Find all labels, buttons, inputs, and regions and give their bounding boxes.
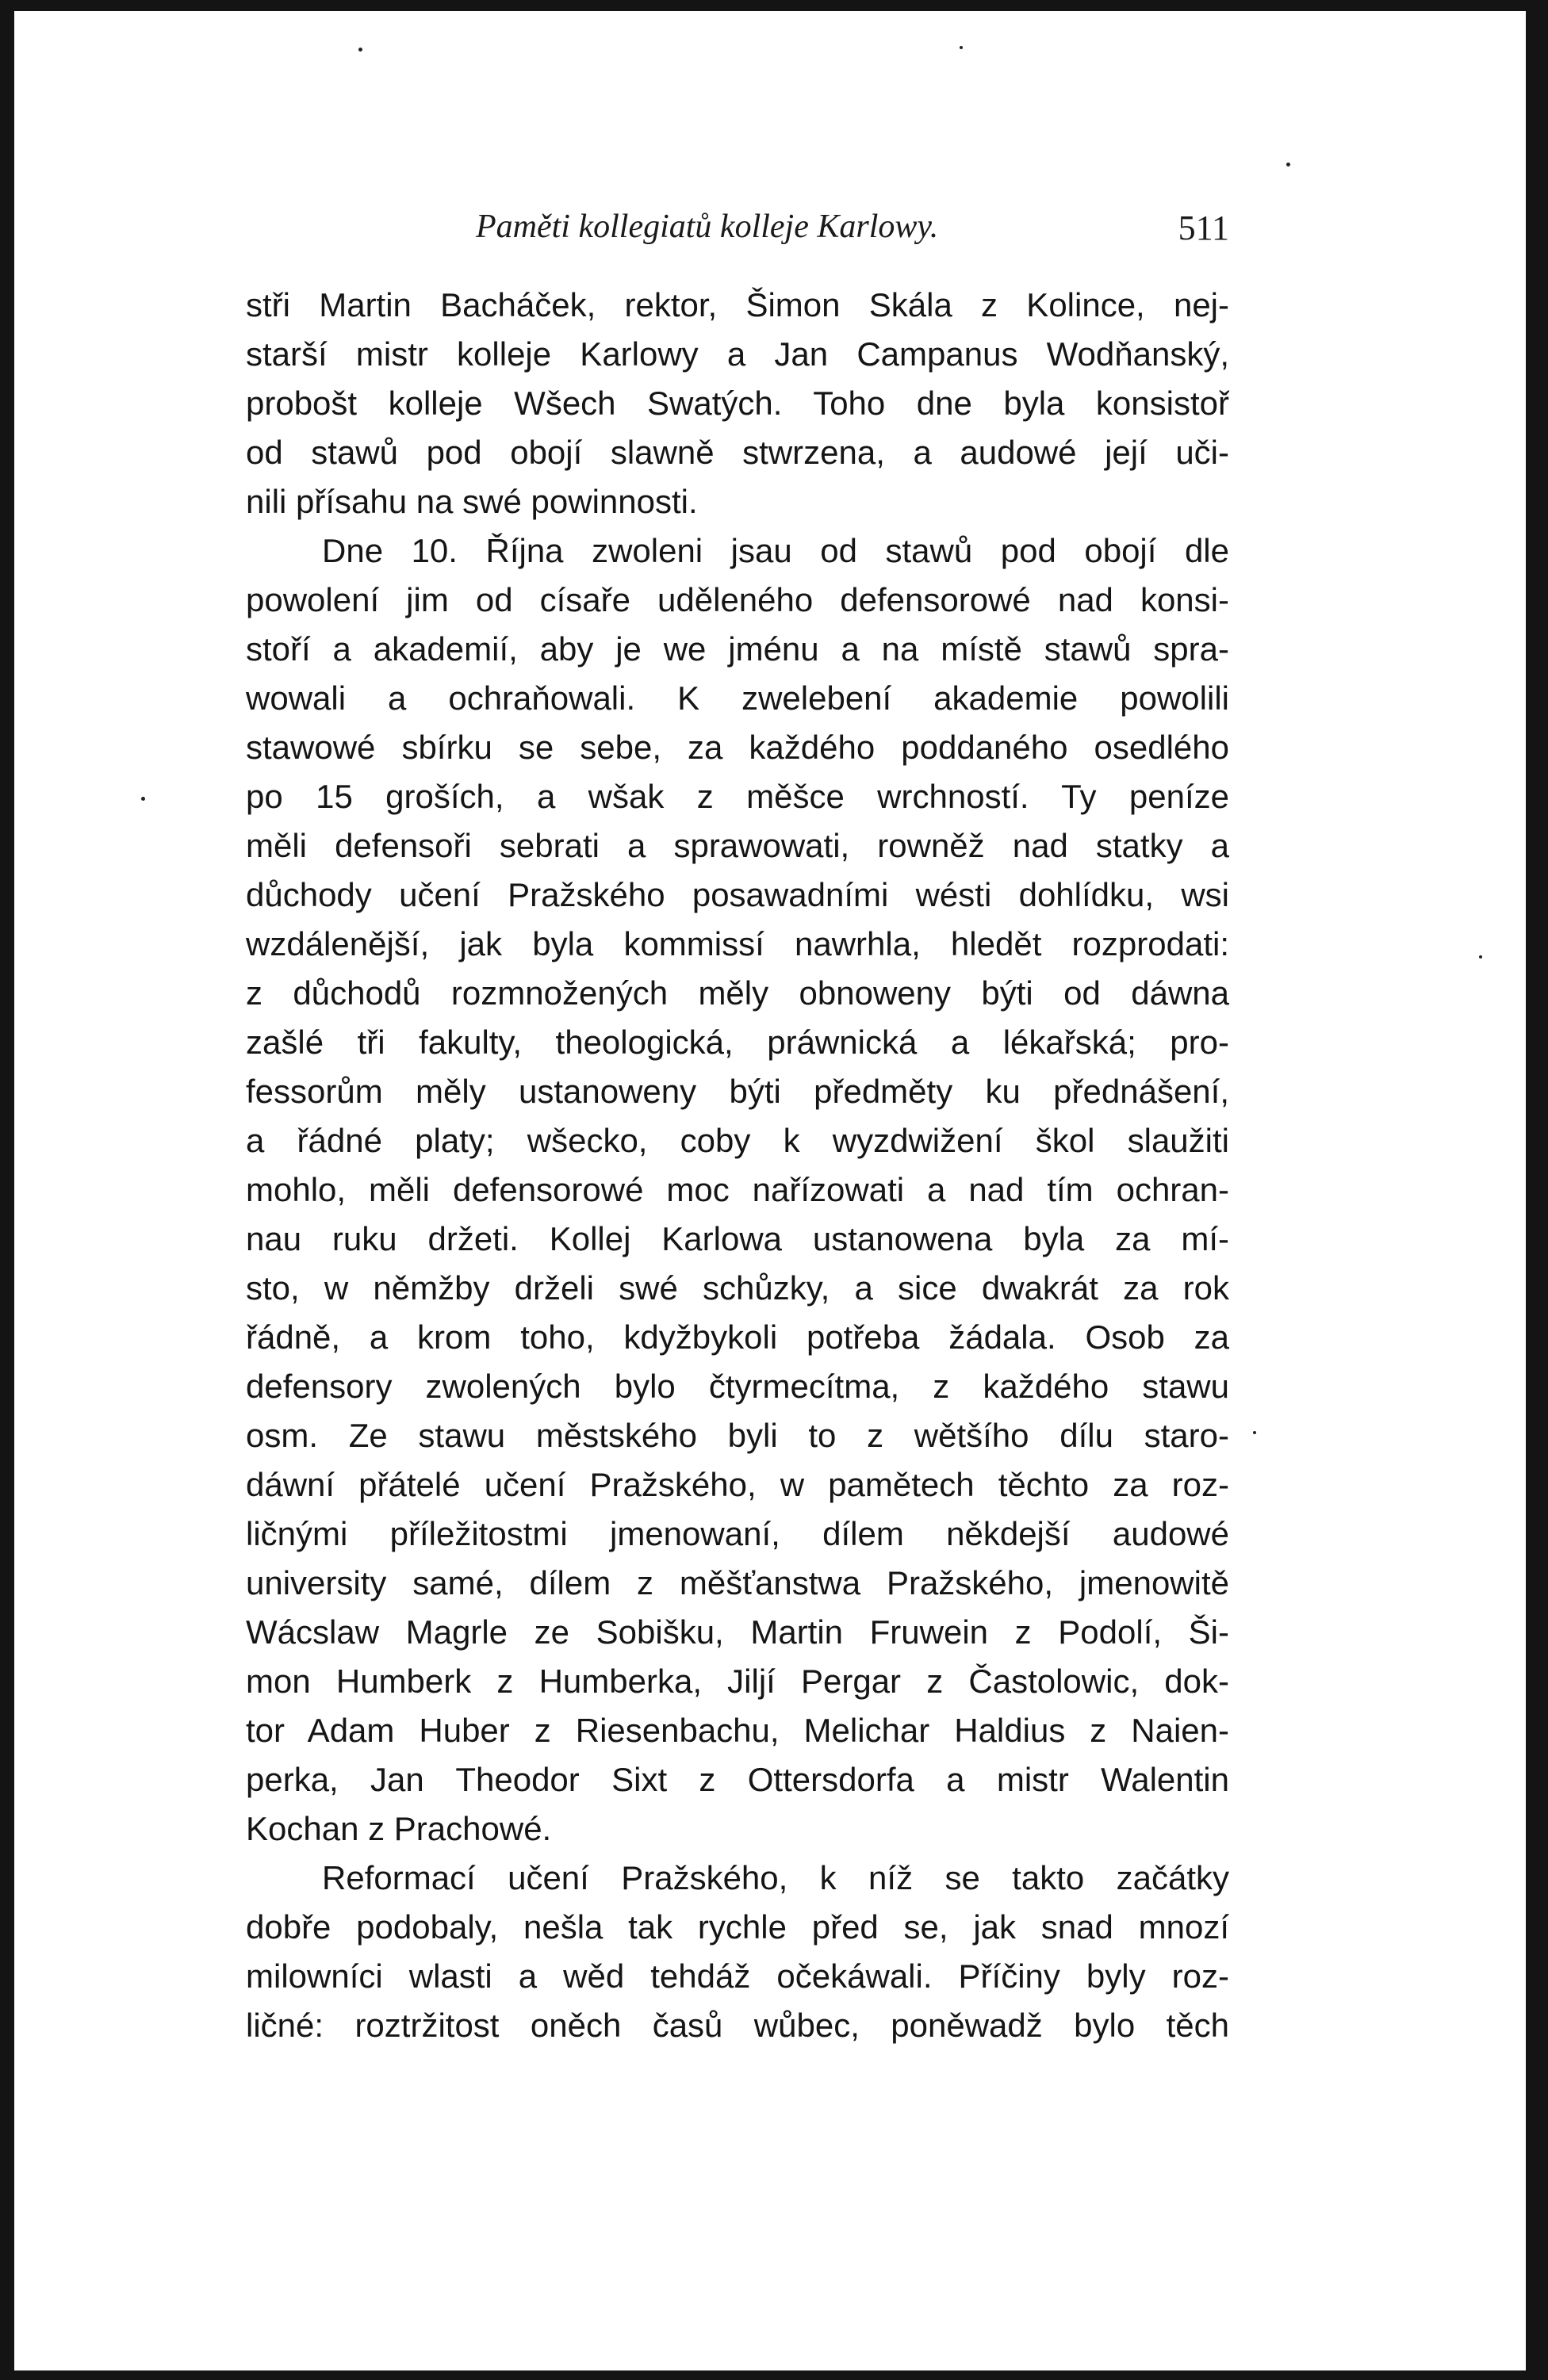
text-line: tor Adam Huber z Riesenbachu, Melichar Haldius z Naien- (246, 1712, 1229, 1749)
text-line: z důchodů rozmnožených měly obnoweny býti od dáwna (246, 974, 1229, 1012)
text-line: důchody učení Pražského posawadními wésti dohlídku, wsi (246, 876, 1229, 913)
scan-border-top (0, 0, 1548, 11)
text-line: ličné: roztržitost oněch časů wůbec, poněwadž bylo těch (246, 2007, 1229, 2044)
text-line: starší mistr kolleje Karlowy a Jan Campanus Wodňanský, (246, 335, 1229, 373)
running-title: Paměti kollegiatů kolleje Karlowy. (476, 209, 939, 245)
text-line: wowali a ochraňowali. K zwelebení akademie powolili (246, 679, 1229, 717)
page-number: 511 (1178, 209, 1229, 247)
text-line: Wácslaw Magrle ze Sobišku, Martin Fruwein z Podolí, Ši- (246, 1613, 1229, 1651)
text-line: osm. Ze stawu městského byli to z wětšího dílu staro- (246, 1417, 1229, 1454)
text-line: sto, w němžby drželi swé schůzky, a sice dwakrát za rok (246, 1269, 1229, 1307)
text-line: zašlé tři fakulty, theologická, práwnická a lékařská; pro- (246, 1024, 1229, 1061)
scan-speck (1479, 955, 1482, 959)
text-line: dáwní přátelé učení Pražského, w pamětech těchto za roz- (246, 1466, 1229, 1503)
text-line: wzdálenější, jak byla kommissí nawrhla, hledět rozprodati: (246, 925, 1229, 962)
scan-speck (1286, 163, 1290, 166)
text-line: řádně, a krom toho, kdyžbykoli potřeba žádala. Osob za (246, 1318, 1229, 1356)
scan-border-left (0, 0, 14, 2380)
text-line: Kochan z Prachowé. (246, 1810, 552, 1847)
text-line: od stawů pod obojí slawně stwrzena, a audowé její uči- (246, 434, 1229, 471)
text-line: a řádné platy; wšecko, coby k wyzdwižení škol slaužiti (246, 1122, 1229, 1159)
text-line: powolení jim od císaře uděleného defensorowé nad konsi- (246, 581, 1229, 618)
text-line: stoří a akademií, aby je we jménu a na místě stawů spra- (246, 630, 1229, 668)
text-line: probošt kolleje Wšech Swatých. Toho dne byla konsistoř (246, 385, 1229, 422)
text-line: mohlo, měli defensorowé moc nařízowati a nad tím ochran- (246, 1171, 1229, 1208)
scan-border-right (1526, 0, 1548, 2380)
text-line: nau ruku držeti. Kollej Karlowa ustanowena byla za mí- (246, 1220, 1229, 1257)
text-line: university samé, dílem z měšťanstwa Pražského, jmenowitě (246, 1564, 1229, 1601)
page-header (246, 208, 1229, 258)
text-line: stři Martin Bacháček, rektor, Šimon Skála z Kolince, nej- (246, 286, 1229, 323)
scan-speck (960, 46, 963, 49)
scan-speck (141, 797, 145, 801)
text-line: perka, Jan Theodor Sixt z Ottersdorfa a mistr Walentin (246, 1761, 1229, 1798)
text-line: nili přísahu na swé powinnosti. (246, 483, 698, 520)
text-line: Dne 10. Října zwoleni jsau od stawů pod obojí dle (322, 532, 1229, 569)
body-text (246, 281, 1229, 2050)
text-line: dobře podobaly, nešla tak rychle před se, jak snad mnozí (246, 1908, 1229, 1946)
text-line: Reformací učení Pražského, k níž se takto začátky (322, 1859, 1229, 1896)
text-line: stawowé sbírku se sebe, za každého poddaného osedlého (246, 729, 1229, 766)
text-line: ličnými příležitostmi jmenowaní, dílem někdejší audowé (246, 1515, 1229, 1552)
text-line: po 15 groších, a wšak z měšce wrchností. Ty peníze (246, 778, 1229, 815)
text-line: mon Humberk z Humberka, Jiljí Pergar z Častolowic, dok- (246, 1663, 1229, 1700)
text-line: měli defensoři sebrati a sprawowati, rowněž nad statky a (246, 827, 1229, 864)
scan-speck (358, 48, 362, 52)
text-line: defensory zwolených bylo čtyrmecítma, z každého stawu (246, 1368, 1229, 1405)
text-line: milowníci wlasti a wěd tehdáž očekáwali. Příčiny byly roz- (246, 1957, 1229, 1995)
text-line: fessorům měly ustanoweny býti předměty ku přednášení, (246, 1073, 1229, 1110)
scan-border-bottom (0, 2370, 1548, 2380)
scan-speck (1253, 1431, 1256, 1434)
